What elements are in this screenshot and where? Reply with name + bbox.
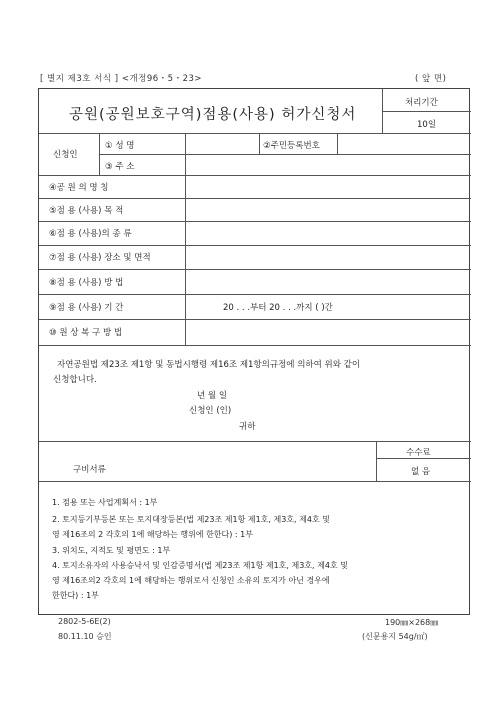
fee-label: 수수료 xyxy=(406,448,431,458)
resident-value-line xyxy=(337,133,338,154)
processing-column-line xyxy=(382,89,383,133)
form-reference: [ 별지 제3호 서식 ] <개정96・5・23> xyxy=(40,74,203,84)
processing-divider xyxy=(382,111,471,112)
document-item: 영 제16조의 2 각호의 1에 해당하는 행위에 한한다) : 1부 xyxy=(52,530,253,539)
required-docs-label: 구비서류 xyxy=(73,465,106,475)
processing-period-value: 10일 xyxy=(417,120,437,130)
row-line xyxy=(39,294,471,295)
fee-column-line xyxy=(376,441,377,481)
name-value-line xyxy=(259,133,260,154)
document-item: 영 제16조의2 각호의 1에 해당하는 행위로서 신청인 소유의 토지가 아닌 경우에 xyxy=(52,576,330,585)
addressee: 귀하 xyxy=(239,422,256,432)
row-line xyxy=(39,221,471,222)
resident-number-label: ②주민등록번호 xyxy=(263,141,320,151)
page-side-label: ( 앞 면) xyxy=(415,74,447,84)
document-item: 2. 토지등기부등본 또는 토지대장등본(법 제23조 제1항 제1호, 제3호, 제4호 및 xyxy=(52,515,330,524)
label-column-line xyxy=(185,133,186,345)
document-item: 1. 점용 또는 사업계획서 : 1부 xyxy=(52,498,158,507)
fee-value: 없 음 xyxy=(411,467,431,477)
document-item: 한한다) : 1부 xyxy=(52,591,99,600)
row-line xyxy=(39,319,471,320)
row-line xyxy=(39,198,471,199)
processing-period-label: 처리기간 xyxy=(405,98,438,108)
date-line: 년 월 일 xyxy=(197,391,228,401)
name-row-line xyxy=(99,154,471,155)
address-label: ③ 주 소 xyxy=(105,162,135,172)
paper-type: (신문용지 54g/㎡) xyxy=(362,632,428,641)
fee-divider xyxy=(376,458,471,459)
name-label: ① 성 명 xyxy=(105,141,135,151)
form-code: 2802-5-6E(2) xyxy=(58,617,111,626)
paper-size: 190㎜×268㎜ xyxy=(385,618,439,627)
applicant-bottom-line xyxy=(39,175,471,176)
statement-line-2: 신청합니다. xyxy=(53,375,97,385)
approval-date: 80.11.10 승인 xyxy=(58,632,112,641)
restoration-method-label: ⑩ 원 상 복 구 방 법 xyxy=(49,328,123,338)
applicant-label: 신청인 xyxy=(53,150,78,160)
row-line xyxy=(39,269,471,270)
occupancy-period-label: ⑨점 용 (사용) 기 간 xyxy=(49,303,124,313)
row-line xyxy=(39,245,471,246)
docs-header-line xyxy=(39,481,471,482)
occupancy-method-label: ⑧점 용 (사용) 방 법 xyxy=(49,278,124,288)
document-item: 3. 위치도, 지적도 및 평면도 : 1부 xyxy=(52,546,171,555)
form-title: 공원(공원보호구역)점용(사용) 허가신청서 xyxy=(69,107,357,123)
document-item: 4. 토지소유자의 사용승낙서 및 인감증명서(법 제23조 제1항 제1호, 제3호, 제4호 및 xyxy=(52,561,348,570)
applicant-signature: 신청인 (인) xyxy=(189,406,232,416)
statement-line-1: 자연공원법 제23조 제1항 및 동법시행령 제16조 제1항의규정에 의하여 위와 같이 xyxy=(57,360,361,370)
occupancy-location-label: ⑦점 용 (사용) 장소 및 면적 xyxy=(49,253,151,263)
park-name-label: ④공 원 의 명 칭 xyxy=(49,183,109,193)
row-line xyxy=(39,345,471,346)
application-form xyxy=(38,88,470,615)
occupancy-purpose-label: ⑤점 용 (사용) 목 적 xyxy=(49,206,124,216)
title-bottom-line xyxy=(39,133,471,134)
occupancy-type-label: ⑥점 용 (사용)의 종 류 xyxy=(49,229,132,239)
applicant-label-line xyxy=(99,133,100,175)
occupancy-period-value: 20 . . .부터 20 . . .까지 ( )간 xyxy=(223,303,333,313)
statement-bottom-line xyxy=(39,441,471,442)
